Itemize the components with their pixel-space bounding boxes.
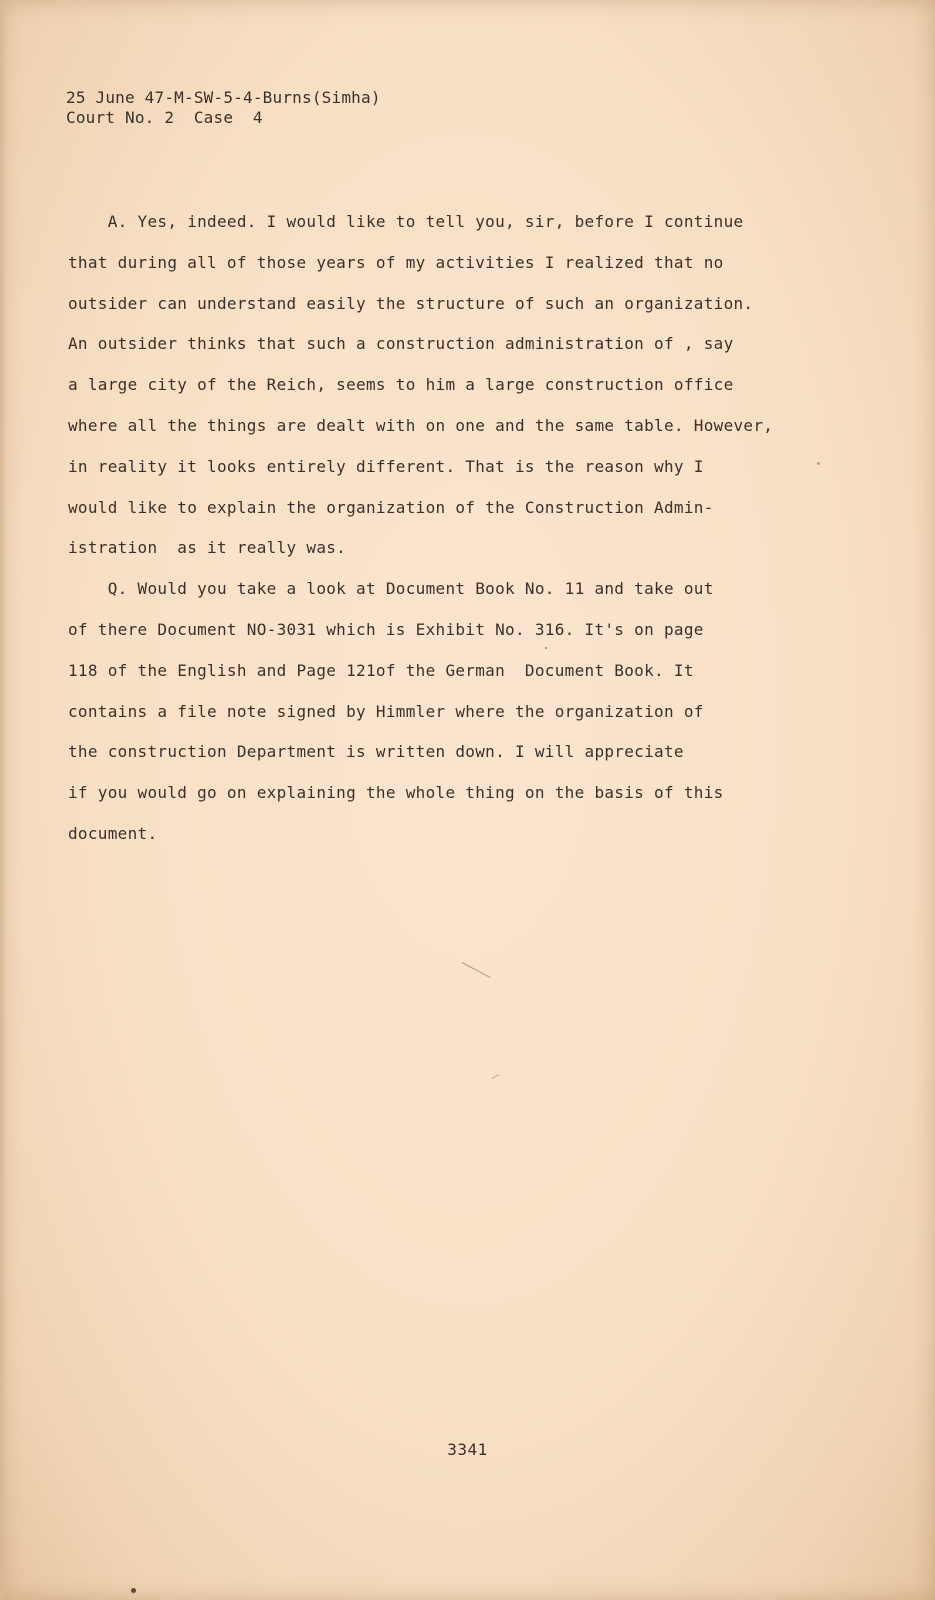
text-line: would like to explain the organization of the Construction Admin-	[68, 497, 714, 517]
paper-edge	[0, 0, 6, 1600]
text-line: that during all of those years of my activities I realized that no	[68, 252, 724, 272]
text-line: A. Yes, indeed. I would like to tell you, sir, before I continue	[68, 212, 744, 231]
text-line: contains a file note signed by Himmler where the organization of	[68, 701, 704, 721]
text-line: if you would go on explaining the whole thing on the basis of this	[68, 783, 724, 803]
ink-speck	[817, 462, 820, 465]
testimony-text	[68, 202, 858, 855]
text-line: the construction Department is written down. I will appreciate	[68, 742, 684, 762]
header-date-reference: 25 June 47-M-SW-5-4-Burns(Simha)	[66, 88, 381, 107]
text-line: An outsider thinks that such a construction administration of , say	[68, 334, 734, 354]
ink-speck	[545, 647, 547, 649]
page-number: 3341	[447, 1440, 488, 1459]
header-court-case: Court No. 2 Case 4	[66, 108, 263, 127]
text-line: istration as it really was.	[68, 538, 347, 558]
ink-speck	[131, 1588, 136, 1593]
text-line: Q. Would you take a look at Document Book No. 11 and take out	[68, 579, 714, 599]
text-line: outsider can understand easily the structure of such an organization.	[68, 293, 754, 313]
paper-scratch	[492, 1074, 499, 1079]
text-line: in reality it looks entirely different. That is the reason why I	[68, 456, 704, 476]
text-line: where all the things are dealt with on one and the same table. However,	[68, 415, 774, 435]
text-line: of there Document NO-3031 which is Exhibit No. 316. It's on page	[68, 619, 704, 639]
document-header	[66, 88, 381, 128]
paper-scratch	[462, 962, 491, 978]
text-line: a large city of the Reich, seems to him a large construction office	[68, 375, 734, 395]
text-line: 118 of the English and Page 121of the German Document Book. It	[68, 660, 694, 680]
text-line: document.	[68, 823, 158, 843]
